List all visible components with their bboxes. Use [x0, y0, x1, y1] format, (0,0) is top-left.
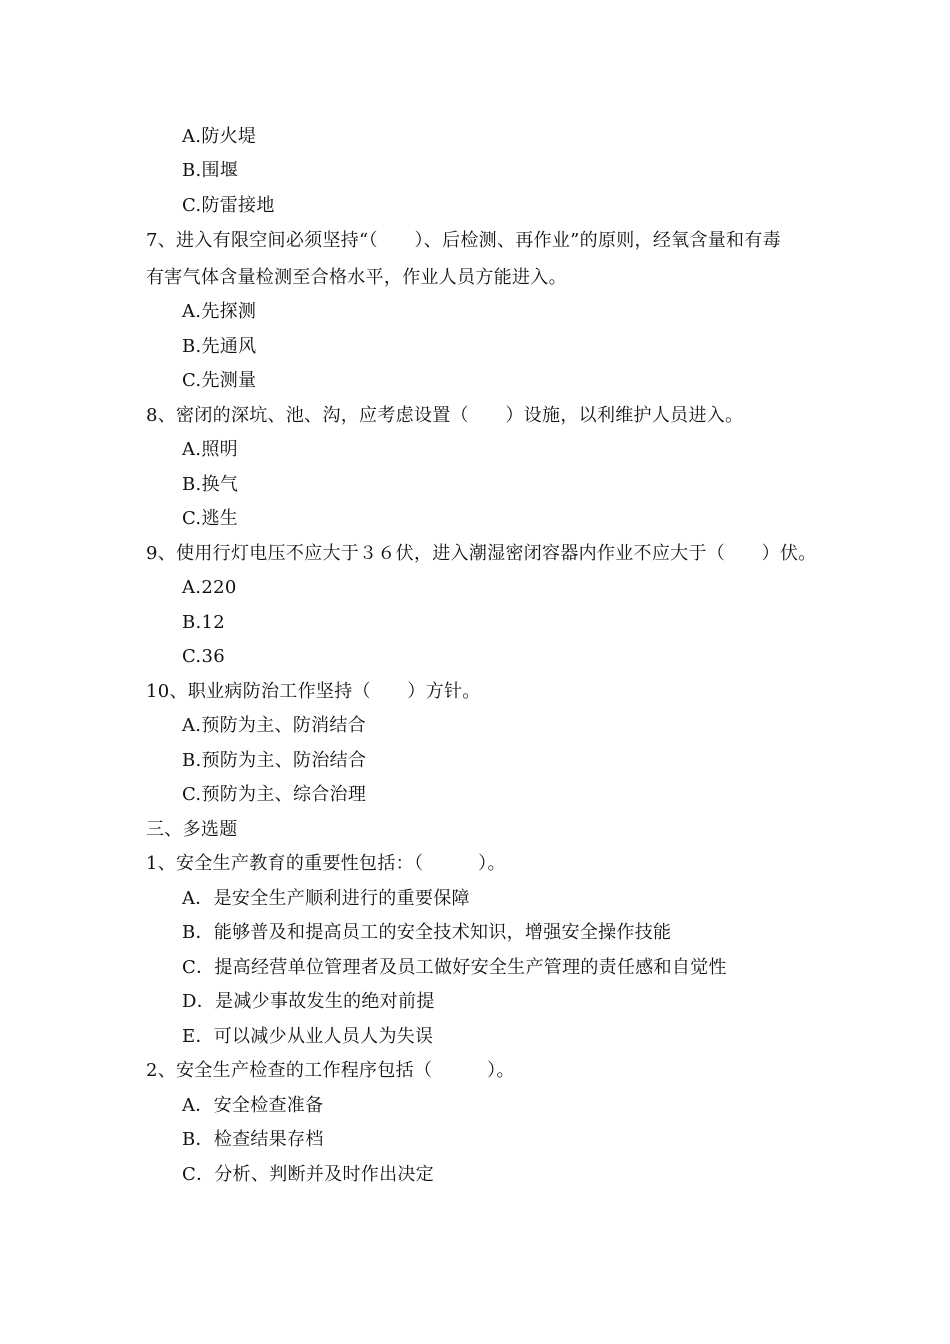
option-text: C.36 [182, 646, 225, 667]
option-text: C．分析、判断并及时作出决定 [182, 1164, 434, 1185]
option-text: C.防雷接地 [182, 195, 275, 216]
option-text: C.先测量 [182, 370, 257, 391]
question-text: 2、安全生产检查的工作程序包括（ ）。 [146, 1060, 515, 1081]
option-text: B．能够普及和提高员工的安全技术知识，增强安全操作技能 [182, 922, 672, 943]
option-text: B.先通风 [182, 336, 257, 357]
question-text: 7、进入有限空间必须坚持“（ ）、后检测、再作业”的原则，经氧含量和有毒 [146, 230, 781, 251]
option-text: B.换气 [182, 474, 239, 495]
question-text: 8、密闭的深坑、池、沟，应考虑设置（ ）设施，以利维护人员进入。 [146, 405, 744, 426]
section-heading: 三、多选题 [146, 819, 238, 840]
option-text: E．可以减少从业人员人为失误 [182, 1026, 434, 1047]
question-text: 1、安全生产教育的重要性包括：（ ）。 [146, 853, 506, 874]
option-text: A．是安全生产顺利进行的重要保障 [182, 888, 470, 909]
option-text: A.照明 [182, 439, 238, 460]
option-text: B.12 [182, 612, 226, 633]
option-text: C.预防为主、综合治理 [182, 784, 367, 805]
option-text: B．检查结果存档 [182, 1129, 324, 1150]
option-text: D．是减少事故发生的绝对前提 [182, 991, 435, 1012]
option-text: A.防火堤 [182, 126, 257, 147]
option-text: A．安全检查准备 [182, 1095, 324, 1116]
question-text: 9、使用行灯电压不应大于３６伏，进入潮湿密闭容器内作业不应大于（ ）伏。 [146, 543, 817, 564]
option-text: A.220 [182, 577, 237, 598]
option-text: C.逃生 [182, 508, 239, 529]
option-text: A.先探测 [182, 301, 257, 322]
option-text: C．提高经营单位管理者及员工做好安全生产管理的责任感和自觉性 [182, 957, 727, 978]
option-text: A.预防为主、防消结合 [182, 715, 367, 736]
question-text: 10、职业病防治工作坚持（ ）方针。 [146, 681, 481, 702]
option-text: B.围堰 [182, 160, 239, 181]
option-text: B.预防为主、防治结合 [182, 750, 367, 771]
question-text-continued: 有害气体含量检测至合格水平，作业人员方能进入。 [146, 267, 567, 288]
